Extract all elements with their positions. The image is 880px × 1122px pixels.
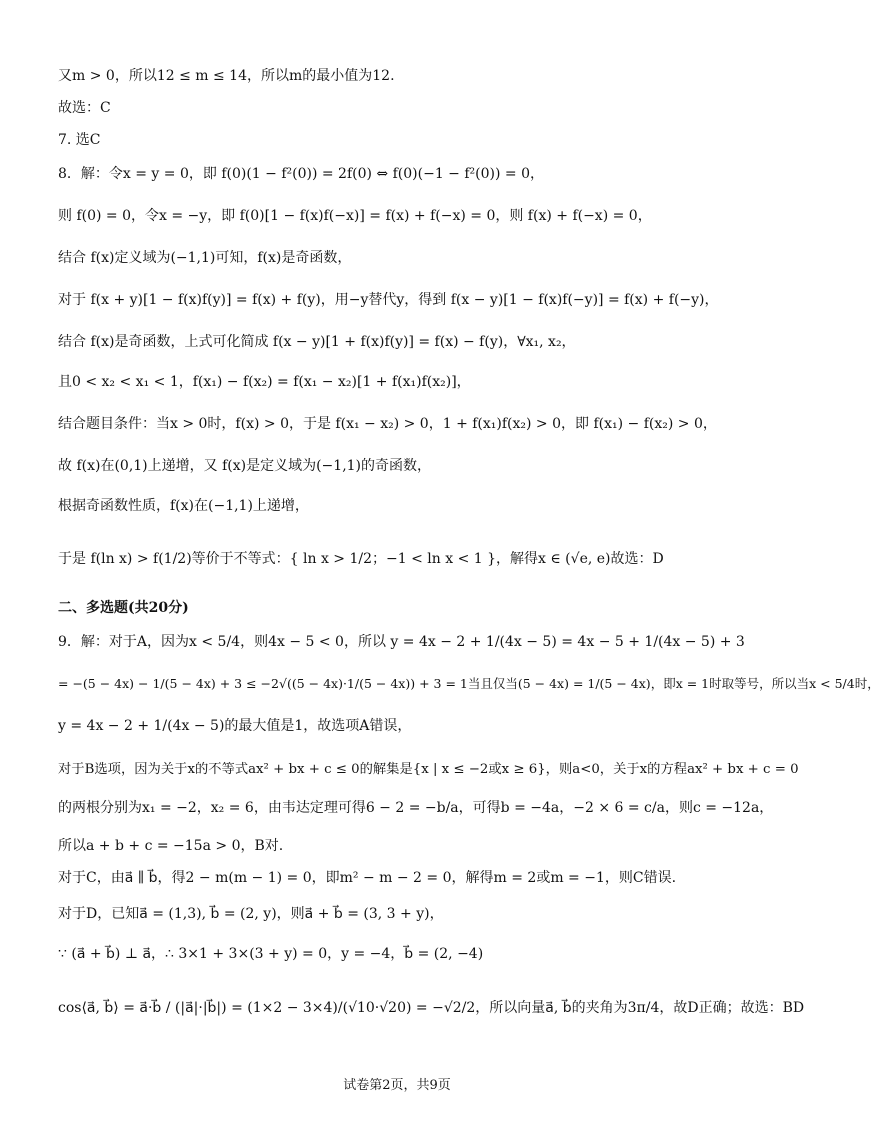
- text-line: = −(5 − 4x) − 1/(5 − 4x) + 3 ≤ −2√((5 − 4x)·1/(5 − 4x)) + 3 = 1当且仅当(5 − 4x) = 1/(5 − 4x)，即x = 1时取等号，所以当x < 5/4时，: [58, 676, 880, 691]
- text-line: 对于 f(x + y)[1 − f(x)f(y)] = f(x) + f(y)，用−y替代y，得到 f(x − y)[1 − f(x)f(−y)] = f(x) + f(−y)，: [58, 292, 719, 308]
- text-line: 对于B选项，因为关于x的不等式ax² + bx + c ≤ 0的解集是{x | x ≤ −2或x ≥ 6}，则a<0，关于x的方程ax² + bx + c = 0: [58, 762, 799, 777]
- text-line: 对于C，由a⃗ ∥ b⃗，得2 − m(m − 1) = 0，即m² − m − 2 = 0，解得m = 2或m = −1，则C错误.: [58, 870, 677, 886]
- text-line: 结合 f(x)定义域为(−1,1)可知，f(x)是奇函数，: [58, 250, 352, 266]
- text-line: 于是 f(ln x) > f(1/2)等价于不等式：{ ln x > 1/2；−1 < ln x < 1 }，解得x ∈ (√e, e)故选：D: [58, 551, 664, 567]
- text-line: 所以a + b + c = −15a > 0，B对.: [58, 838, 284, 854]
- text-line: y = 4x − 2 + 1/(4x − 5)的最大值是1，故选项A错误，: [58, 718, 412, 734]
- text-line: 故选：C: [58, 100, 111, 116]
- text-line: 结合 f(x)是奇函数，上式可化简成 f(x − y)[1 + f(x)f(y)] = f(x) − f(y)，∀x₁, x₂，: [58, 334, 576, 350]
- section-heading: 二、多选题(共20分): [58, 600, 189, 616]
- text-line: 且0 < x₂ < x₁ < 1，f(x₁) − f(x₂) = f(x₁ − x₂)[1 + f(x₁)f(x₂)]，: [58, 374, 471, 390]
- text-line: 8．解：令x = y = 0，即 f(0)(1 − f²(0)) = 2f(0) ⇔ f(0)(−1 − f²(0)) = 0，: [58, 166, 544, 182]
- text-line: ∵ (a⃗ + b⃗) ⊥ a⃗，∴ 3×1 + 3×(3 + y) = 0，y = −4，b⃗ = (2, −4): [58, 946, 484, 962]
- text-line: 则 f(0) = 0，令x = −y，即 f(0)[1 − f(x)f(−x)] = f(x) + f(−x) = 0，则 f(x) + f(−x) = 0，: [58, 208, 652, 224]
- page-footer: 试卷第2页，共9页: [343, 1078, 451, 1093]
- text-line: 根据奇函数性质，f(x)在(−1,1)上递增，: [58, 498, 309, 514]
- text-line: cos⟨a⃗, b⃗⟩ = a⃗·b⃗ / (|a⃗|·|b⃗|) = (1×2 − 3×4)/(√10·√20) = −√2/2，所以向量a⃗, b⃗的夹角为3π/4，故D正确；故选：BD: [58, 1000, 805, 1016]
- text-line: 9．解：对于A，因为x < 5/4，则4x − 5 < 0，所以 y = 4x − 2 + 1/(4x − 5) = 4x − 5 + 1/(4x − 5) + 3: [58, 634, 745, 650]
- text-line: 结合题目条件：当x > 0时，f(x) > 0，于是 f(x₁ − x₂) > 0，1 + f(x₁)f(x₂) > 0，即 f(x₁) − f(x₂) > 0，: [58, 416, 717, 432]
- text-line: 对于D，已知a⃗ = (1,3), b⃗ = (2, y)，则a⃗ + b⃗ = (3, 3 + y)，: [58, 906, 444, 922]
- text-line: 的两根分别为x₁ = −2，x₂ = 6，由韦达定理可得6 − 2 = −b/a，可得b = −4a，−2 × 6 = c/a，则c = −12a，: [58, 800, 774, 816]
- text-line: 7. 选C: [58, 132, 101, 148]
- text-line: 又m > 0，所以12 ≤ m ≤ 14，所以m的最小值为12.: [58, 68, 395, 84]
- text-line: 故 f(x)在(0,1)上递增，又 f(x)是定义域为(−1,1)的奇函数，: [58, 458, 432, 474]
